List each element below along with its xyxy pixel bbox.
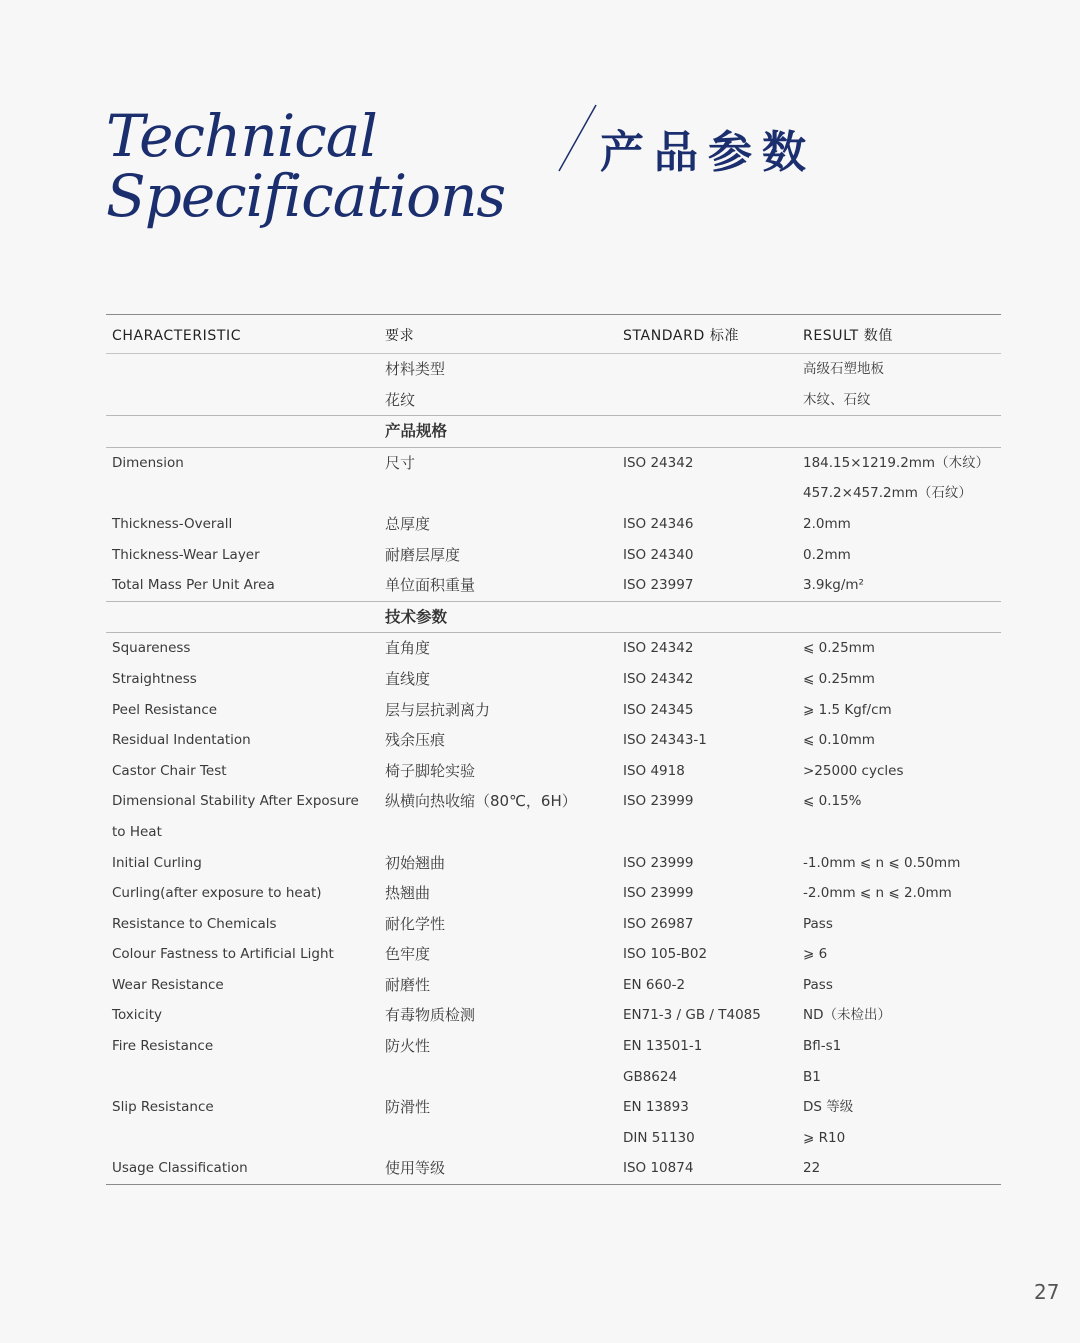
table-row (106, 540, 1001, 571)
cell-result: >25000 cycles (803, 762, 904, 779)
header-standard: STANDARD 标准 (623, 328, 740, 344)
cell-requirement: 尺寸 (385, 453, 416, 472)
cell-standard: GB8624 (623, 1068, 678, 1085)
page-number: 27 (1034, 1280, 1060, 1304)
cell-characteristic: to Heat (112, 823, 162, 840)
cell-characteristic: Slip Resistance (112, 1099, 214, 1116)
specifications-table (106, 314, 1001, 1185)
cell-result: ⩾ 1.5 Kgf/cm (803, 701, 892, 718)
cell-standard: ISO 23999 (623, 885, 694, 902)
cell-result: ⩽ 0.25mm (803, 640, 875, 657)
cell-standard: EN 660-2 (623, 976, 686, 993)
cell-result: Bfl-s1 (803, 1038, 842, 1055)
cell-requirement: 直线度 (385, 669, 431, 688)
header-characteristic: CHARACTERISTIC (112, 328, 242, 344)
cell-requirement: 残余压痕 (385, 731, 446, 750)
section-heading: 技术参数 (385, 607, 448, 626)
cell-requirement: 椅子脚轮实验 (385, 761, 476, 780)
cell-characteristic: Dimensional Stability After Exposure (112, 793, 359, 810)
cell-requirement: 纵横向热收缩（80℃，6H） (385, 792, 577, 811)
cell-result: 3.9kg/m² (803, 577, 864, 594)
cell-result: -2.0mm ⩽ n ⩽ 2.0mm (803, 885, 952, 902)
cell-characteristic: Curling(after exposure to heat) (112, 885, 322, 902)
cell-requirement: 直角度 (385, 639, 431, 658)
cell-requirement: 色牢度 (385, 945, 431, 964)
cell-result: DS 等级 (803, 1099, 854, 1116)
cell-requirement: 材料类型 (385, 360, 446, 378)
cell-result: Pass (803, 976, 833, 993)
cell-characteristic: Fire Resistance (112, 1038, 214, 1055)
cell-requirement: 初始翘曲 (385, 853, 446, 872)
cell-result: 2.0mm (803, 515, 851, 532)
table-row (106, 1092, 1001, 1123)
table-row (106, 354, 1001, 385)
cell-requirement: 花纹 (385, 390, 416, 409)
cell-requirement: 热翘曲 (385, 884, 431, 903)
cell-characteristic: Toxicity (112, 1007, 162, 1024)
cell-result: -1.0mm ⩽ n ⩽ 0.50mm (803, 854, 961, 871)
table-row (106, 1000, 1001, 1031)
table-row (106, 725, 1001, 756)
table-row (106, 447, 1001, 479)
cell-standard: ISO 24343-1 (623, 732, 707, 749)
cell-requirement: 有毒物质检测 (385, 1006, 476, 1025)
cell-standard: ISO 23999 (623, 793, 694, 810)
table-row (106, 664, 1001, 695)
cell-result: 高级石塑地板 (803, 361, 884, 377)
cell-requirement: 耐磨层厚度 (385, 545, 461, 564)
table-row (106, 817, 1001, 848)
section-row-product-specs (106, 415, 1001, 447)
cell-result: ⩾ R10 (803, 1129, 846, 1146)
cell-result: ⩽ 0.25mm (803, 670, 875, 687)
cell-standard: ISO 24342 (623, 670, 694, 687)
cell-characteristic: Squareness (112, 640, 191, 657)
cell-characteristic: Thickness-Overall (112, 515, 233, 532)
cell-requirement: 使用等级 (385, 1159, 446, 1178)
cell-standard: ISO 23997 (623, 577, 694, 594)
cell-result: 0.2mm (803, 546, 851, 563)
table-row (106, 695, 1001, 726)
cell-characteristic: Residual Indentation (112, 732, 251, 749)
title-divider-slash (0, 0, 1080, 200)
table-row (106, 1031, 1001, 1062)
cell-requirement: 耐化学性 (385, 914, 446, 933)
cell-standard: EN71-3 / GB / T4085 (623, 1007, 761, 1024)
cell-characteristic: Resistance to Chemicals (112, 915, 277, 932)
table-row (106, 1062, 1001, 1093)
table-row (106, 909, 1001, 940)
cell-requirement: 耐磨性 (385, 975, 431, 994)
cell-result: ⩽ 0.15% (803, 793, 862, 810)
table-row (106, 786, 1001, 817)
cell-characteristic: Colour Fastness to Artificial Light (112, 946, 334, 963)
table-header (106, 315, 1001, 354)
cell-standard: ISO 24345 (623, 701, 694, 718)
cell-standard: ISO 10874 (623, 1160, 694, 1177)
cell-standard: ISO 105-B02 (623, 946, 708, 963)
header-requirement: 要求 (385, 328, 415, 344)
table-row (106, 848, 1001, 879)
cell-result: ⩾ 6 (803, 946, 828, 963)
cell-characteristic: Peel Resistance (112, 701, 218, 718)
cell-characteristic: Total Mass Per Unit Area (112, 577, 275, 594)
table-row (106, 970, 1001, 1001)
table-row (106, 1123, 1001, 1154)
cell-standard: ISO 24342 (623, 454, 694, 471)
chinese-title: 产品参数 (600, 127, 816, 178)
cell-characteristic: Initial Curling (112, 854, 202, 871)
cell-standard: ISO 24340 (623, 546, 694, 563)
table-row (106, 1153, 1001, 1185)
cell-result: 457.2×457.2mm（石纹） (803, 485, 972, 502)
cell-standard: ISO 4918 (623, 762, 685, 779)
section-heading: 产品规格 (385, 422, 448, 441)
cell-standard: ISO 24342 (623, 640, 694, 657)
cell-standard: ISO 26987 (623, 915, 694, 932)
cell-requirement: 单位面积重量 (385, 576, 476, 595)
cell-characteristic: Dimension (112, 454, 184, 471)
cell-standard: EN 13893 (623, 1099, 689, 1116)
cell-characteristic: Straightness (112, 670, 197, 687)
cell-characteristic: Castor Chair Test (112, 762, 227, 779)
cell-standard: ISO 23999 (623, 854, 694, 871)
cell-characteristic: Wear Resistance (112, 976, 224, 993)
cell-characteristic: Thickness-Wear Layer (112, 546, 260, 563)
table-row (106, 939, 1001, 970)
title-line-2: Specifications (106, 162, 506, 230)
cell-requirement: 防滑性 (385, 1098, 431, 1117)
table-row (106, 756, 1001, 787)
cell-result: 木纹、石纹 (803, 391, 871, 408)
table-row (106, 878, 1001, 909)
cell-result: 22 (803, 1160, 821, 1177)
table-row (106, 570, 1001, 601)
table-row (106, 478, 1001, 509)
cell-result: Pass (803, 915, 833, 932)
cell-requirement: 防火性 (385, 1037, 431, 1056)
cell-standard: DIN 51130 (623, 1129, 695, 1146)
cell-requirement: 层与层抗剥离力 (385, 700, 491, 719)
cell-requirement: 总厚度 (385, 514, 431, 533)
cell-result: 184.15×1219.2mm（木纹） (803, 454, 990, 471)
table-row (106, 632, 1001, 664)
section-row-technical-params (106, 601, 1001, 633)
cell-standard: EN 13501-1 (623, 1038, 703, 1055)
cell-characteristic: Usage Classification (112, 1160, 248, 1177)
cell-standard: ISO 24346 (623, 515, 694, 532)
table-row (106, 385, 1001, 416)
title-line-1: Technical (106, 102, 377, 170)
header-result: RESULT 数值 (803, 328, 893, 344)
table-row (106, 509, 1001, 540)
cell-result: ⩽ 0.10mm (803, 732, 875, 749)
cell-result: ND（未检出） (803, 1007, 891, 1024)
cell-result: B1 (803, 1068, 821, 1085)
